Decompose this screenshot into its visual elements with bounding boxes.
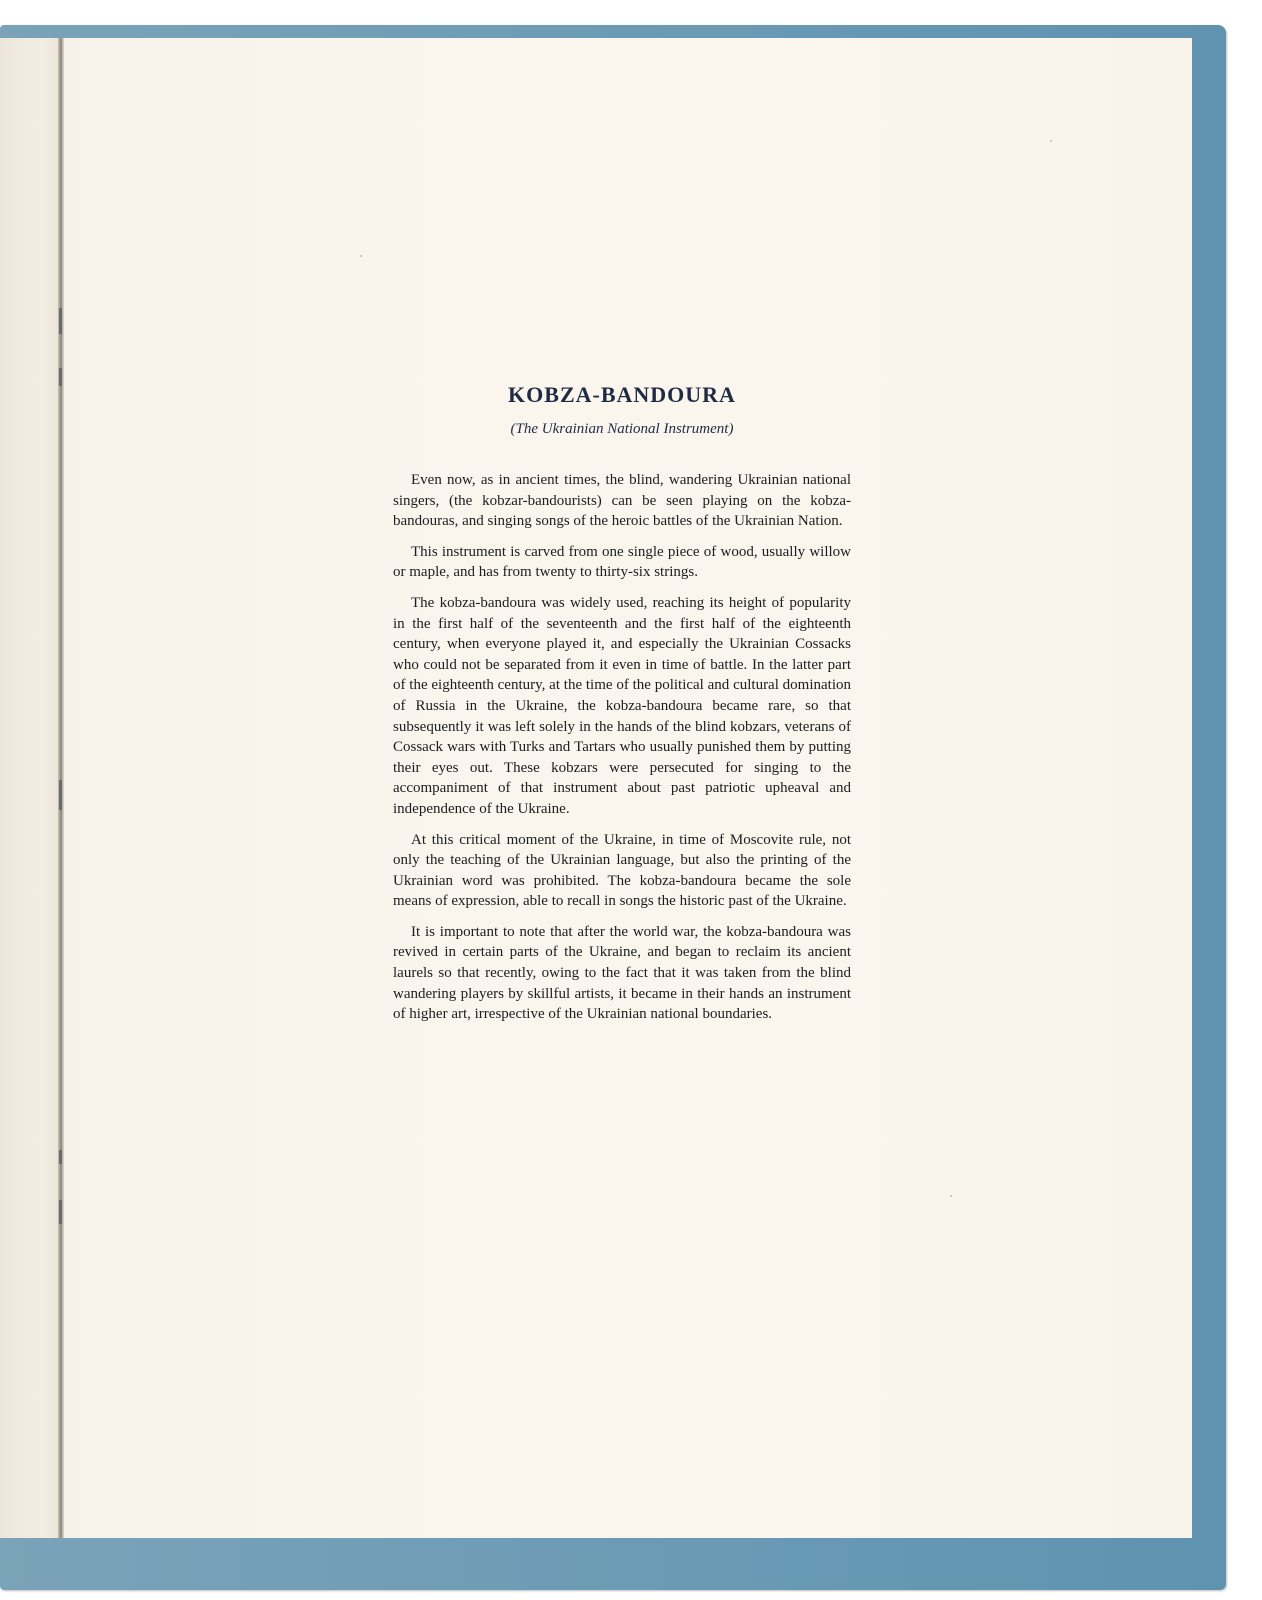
staple-bottom (59, 1200, 62, 1224)
staple-middle (59, 780, 62, 810)
stitch-mark (59, 1150, 62, 1164)
paper-speck (360, 255, 362, 257)
paper-speck (950, 1195, 952, 1197)
paper-speck (1050, 140, 1052, 142)
staple-top (59, 308, 62, 334)
page-title: KOBZA-BANDOURA (508, 382, 736, 407)
paragraph-5: It is important to note that after the world war, the kobza-bandoura was revived in certain parts of the Ukraine, and began to reclaim its ancient laurels so that recently, owing to the fact that it was taken from the blind wandering players by skillful artists, it became in their hands an instrument of higher art, irrespective of the Ukrainian national boundaries. (393, 923, 851, 1023)
paragraph-4: At this critical moment of the Ukraine, in time of Moscovite rule, not only the teaching of the Ukrainian language, but also the printing of the Ukrainian word was prohibited. The kobza-bandoura became the sole means of expression, able to recall in songs the historic past of the Ukraine. (393, 831, 851, 910)
paragraph-3: The kobza-bandoura was widely used, reaching its height of popularity in the first half of the seventeenth and the first half of the eighteenth century, when everyone played it, and especially the Ukrainian Cossacks who could not be separated from it even in time of battle. In the latter part of the eighteenth century, at the time of the political and cultural domination of Russia in the Ukraine, the kobza-bandoura became rare, so that subsequently it was left solely in the hands of the blind kobzars, veterans of Cossack wars with Turks and Tartars who usually punished them by putting their eyes out. These kobzars were persecuted for singing to the accompaniment of that instrument about past patriotic upheaval and independence of the Ukraine. (393, 594, 851, 817)
paragraph-1: Even now, as in ancient times, the blind, wandering Ukrainian national singers, (the kobzar-bandourists) can be seen playing on the kobza-bandouras, and singing songs of the heroic battles of the Ukrainian Nation. (393, 472, 851, 530)
paragraph-2: This instrument is carved from one single piece of wood, usually willow or maple, and has from twenty to thirty-six strings. (393, 543, 851, 581)
article (393, 378, 851, 1035)
stitch-mark (59, 368, 62, 386)
page-subtitle: (The Ukrainian National Instrument) (510, 421, 734, 437)
left-page-edge (0, 38, 62, 1538)
